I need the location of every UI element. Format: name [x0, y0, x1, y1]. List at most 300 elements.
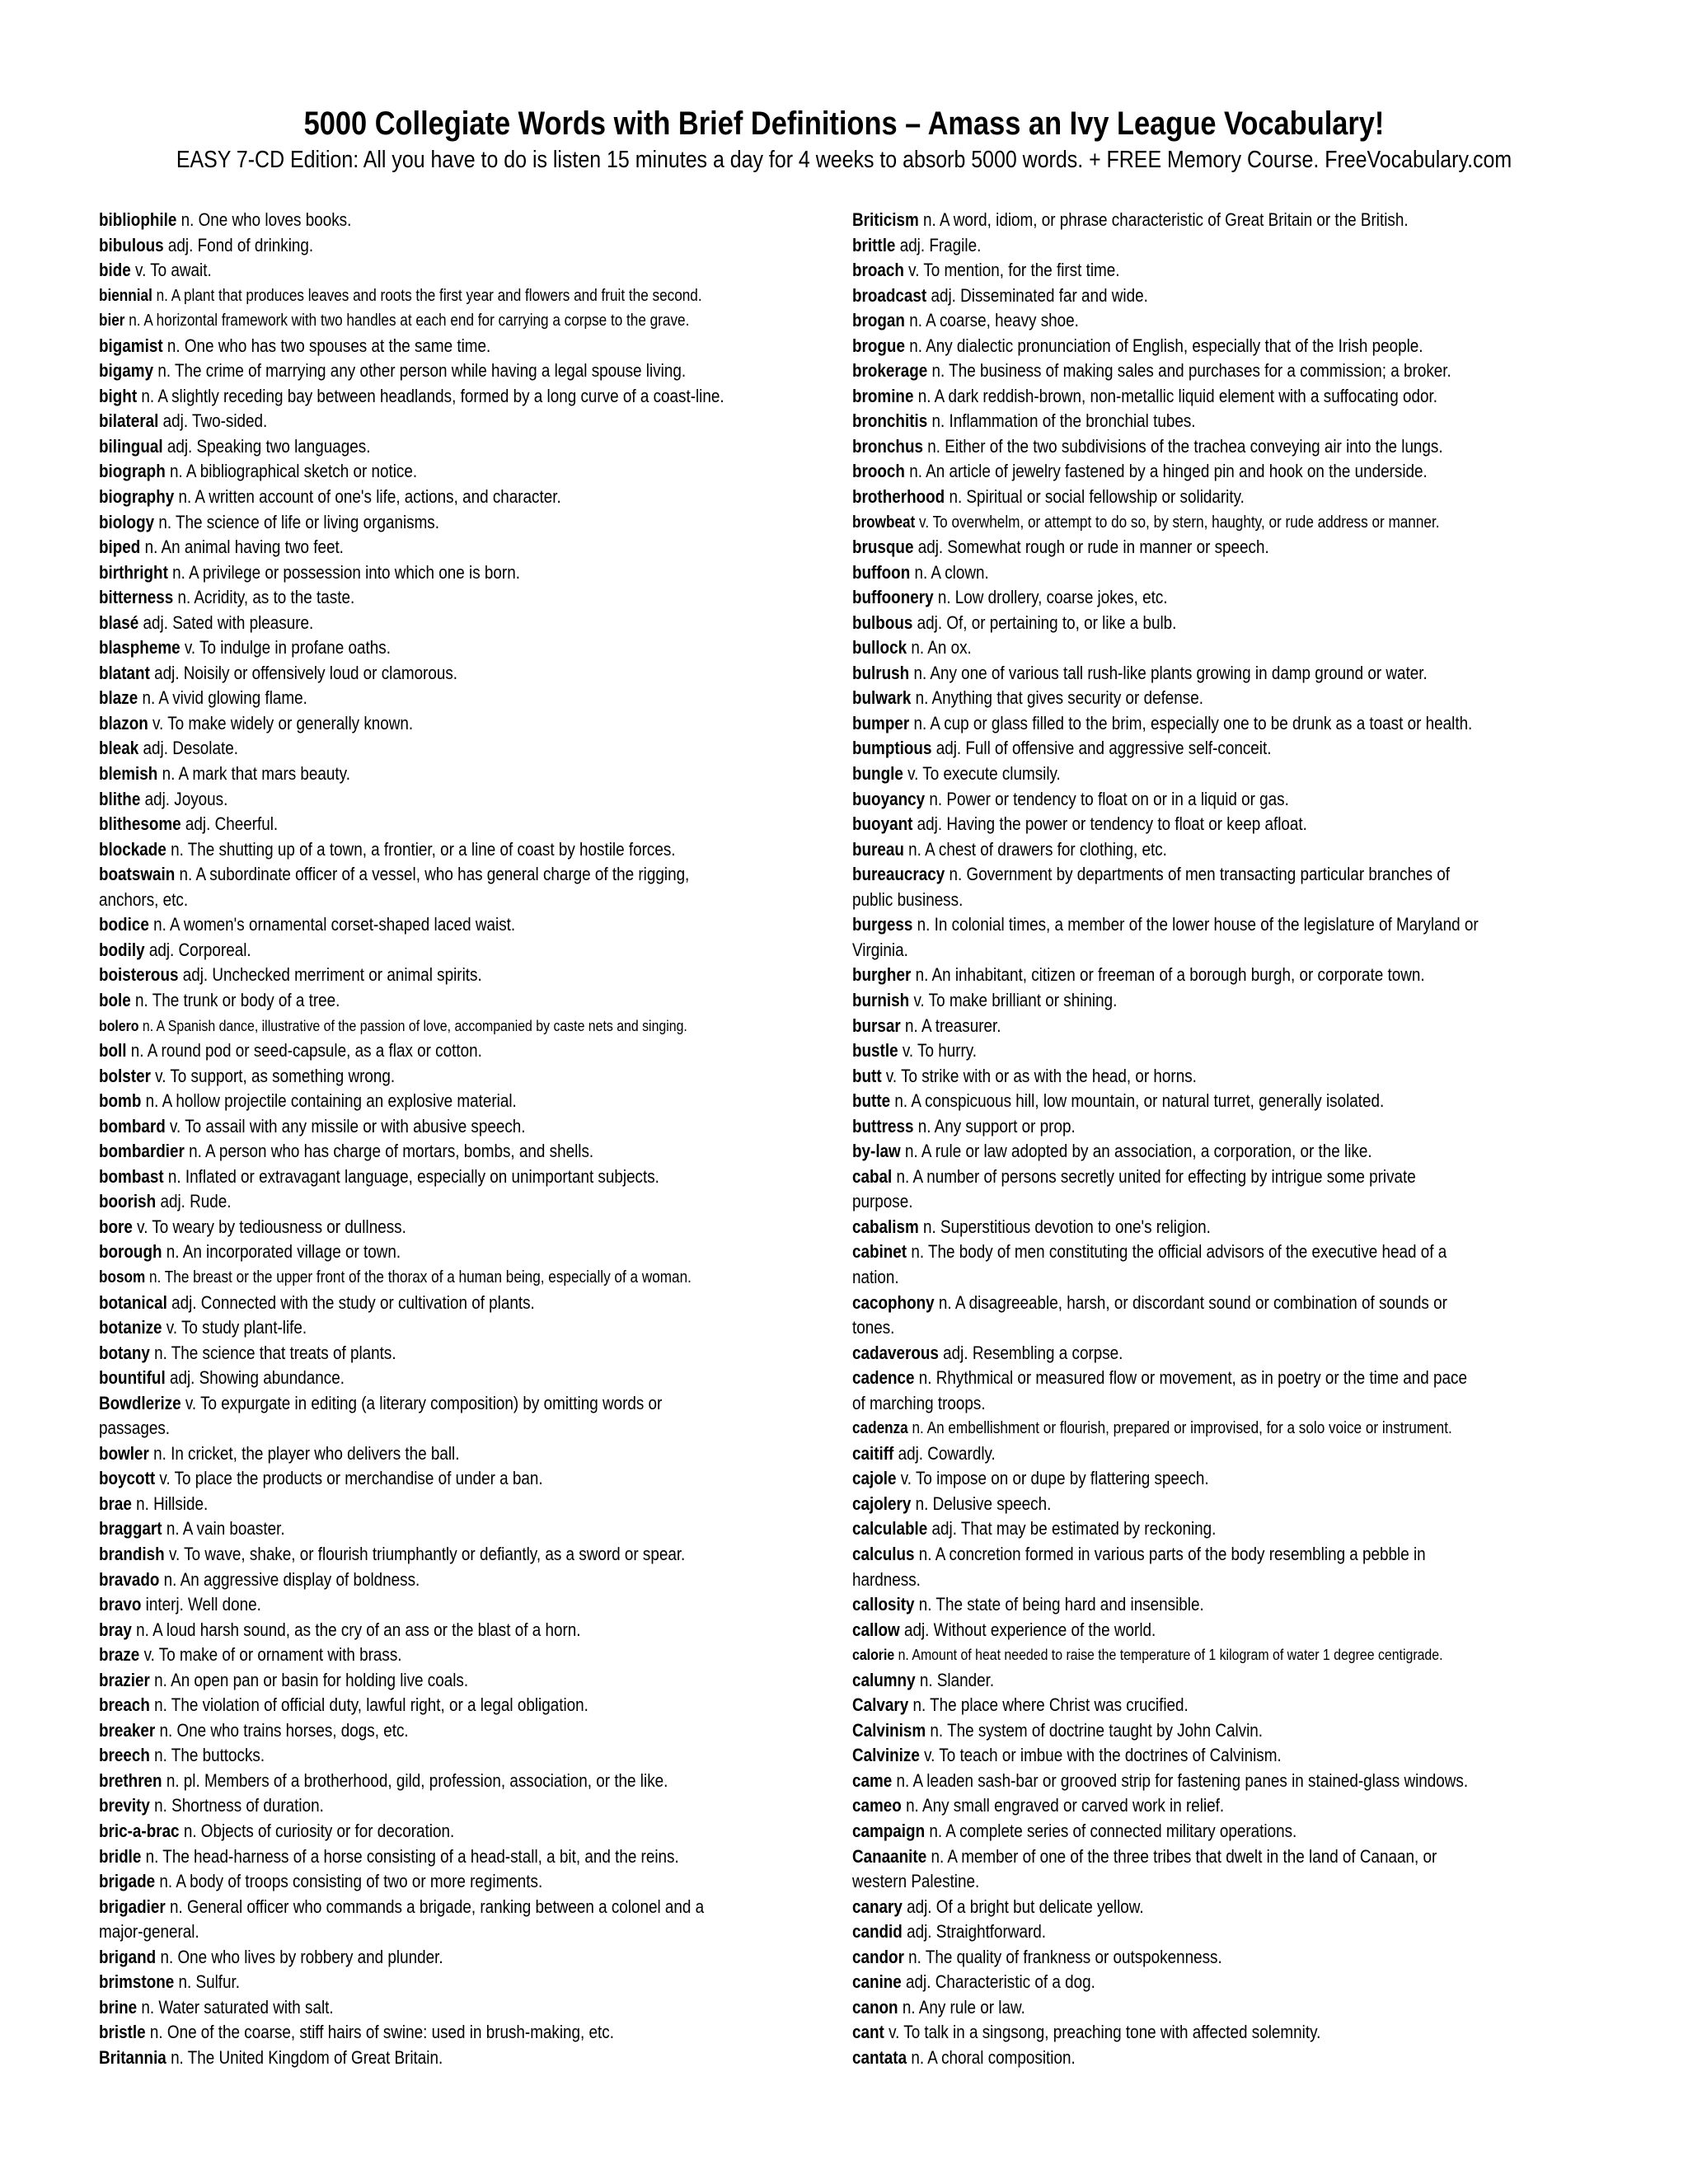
entry-definition: n. A vain boaster.	[162, 1518, 285, 1540]
entry-term: biped	[99, 537, 141, 558]
entry-definition: n. A loud harsh sound, as the cry of an ass or the blast of a horn.	[131, 1619, 581, 1640]
dictionary-entry	[852, 334, 1619, 359]
entry-term: bronchitis	[852, 410, 928, 432]
entry-definition: n. Either of the two subdivisions of the trachea conveying air into the lungs.	[923, 435, 1443, 457]
dictionary-entry	[852, 1189, 1619, 1215]
entry-definition: n. An ox.	[907, 637, 972, 658]
entry-definition: adj. Corporeal.	[144, 939, 251, 960]
dictionary-entry	[99, 2046, 865, 2071]
entry-term: bustle	[852, 1040, 898, 1062]
dictionary-entry	[852, 535, 1619, 560]
dictionary-entry	[852, 1945, 1619, 1971]
entry-definition: n. Rhythmical or measured flow or movement, as in poetry or the time and pace	[914, 1367, 1467, 1389]
dictionary-entry	[852, 1568, 1619, 1593]
entry-term: bridle	[99, 1845, 142, 1867]
entry-definition: Virginia.	[852, 939, 908, 960]
entry-term: botanize	[99, 1317, 162, 1338]
entry-definition: n. Any small engraved or carved work in relief.	[901, 1795, 1225, 1816]
entry-definition: adj. Disseminated far and wide.	[926, 284, 1148, 306]
left-column	[99, 208, 865, 2070]
entry-term: bombardier	[99, 1141, 185, 1162]
entry-definition: v. To talk in a singsong, preaching tone with affected solemnity.	[884, 2022, 1321, 2043]
entry-term: bibulous	[99, 234, 164, 255]
dictionary-entry	[852, 988, 1619, 1014]
entry-definition: adj. Of a bright but delicate yellow.	[902, 1896, 1144, 1917]
entry-definition: n. A clown.	[910, 561, 989, 583]
dictionary-entry	[852, 1869, 1619, 1895]
dictionary-entry	[852, 384, 1619, 410]
dictionary-entry	[852, 888, 1619, 913]
entry-definition: n. An incorporated village or town.	[162, 1241, 401, 1263]
entry-definition: n. Slander.	[915, 1669, 995, 1690]
dictionary-entry	[99, 812, 865, 837]
entry-definition: v. To hurry.	[898, 1040, 978, 1062]
entry-term: brigand	[99, 1946, 157, 1967]
entry-term: cadenza	[852, 1419, 908, 1438]
dictionary-entry	[99, 1718, 865, 1744]
entry-term: bravado	[99, 1568, 160, 1590]
dictionary-entry	[852, 938, 1619, 963]
dictionary-entry	[852, 1492, 1619, 1517]
entry-term: botanical	[99, 1291, 167, 1313]
entry-definition: adj. Straightforward.	[902, 1921, 1046, 1943]
entry-definition: western Palestine.	[852, 1871, 980, 1892]
entry-definition: n. The shutting up of a town, a frontier, or a line of coast by hostile forces.	[166, 838, 676, 860]
entry-definition: n. A coarse, heavy shoe.	[904, 310, 1079, 331]
entry-definition: adj. Of, or pertaining to, or like a bulb.	[912, 612, 1177, 633]
entry-definition: n. A conspicuous hill, low mountain, or natural turret, generally isolated.	[890, 1090, 1385, 1112]
dictionary-entry	[852, 736, 1619, 762]
entry-definition: n. One who loves books.	[176, 209, 352, 230]
dictionary-entry	[99, 1919, 865, 1945]
entry-term: calculus	[852, 1543, 915, 1564]
entry-definition: n. Any support or prop.	[913, 1115, 1076, 1137]
dictionary-entry	[99, 963, 865, 988]
entry-definition: n. Any dialectic pronunciation of English, especially that of the Irish people.	[904, 335, 1423, 356]
dictionary-entry	[99, 308, 865, 334]
entry-definition: n. A complete series of connected military operations.	[925, 1821, 1297, 1841]
dictionary-entry	[852, 1769, 1619, 1794]
entry-definition: n. A horizontal framework with two handles at each end for carrying a corpse to the grave.	[124, 312, 690, 330]
entry-definition: n. The place where Christ was crucified.	[908, 1694, 1189, 1716]
dictionary-entry	[99, 1568, 865, 1593]
entry-term: bromine	[852, 385, 914, 406]
entry-definition: purpose.	[852, 1191, 913, 1212]
entry-term: cabal	[852, 1165, 893, 1187]
dictionary-entry	[99, 1114, 865, 1140]
entry-term: blithe	[99, 788, 141, 809]
dictionary-entry	[99, 1014, 865, 1039]
dictionary-entry	[852, 1215, 1619, 1240]
entry-term: Bowdlerize	[99, 1392, 181, 1413]
dictionary-entry	[99, 585, 865, 611]
entry-definition: n. Any one of various tall rush-like plants growing in damp ground or water.	[909, 662, 1428, 683]
entry-term: breaker	[99, 1719, 156, 1741]
dictionary-entry	[99, 1165, 865, 1190]
entry-term: boorish	[99, 1191, 157, 1212]
entry-definition: n. The buttocks.	[149, 1745, 265, 1766]
dictionary-entry	[852, 459, 1619, 485]
dictionary-entry	[99, 1970, 865, 1995]
dictionary-entry	[99, 736, 865, 762]
dictionary-entry	[852, 1014, 1619, 1039]
entry-term: by-law	[852, 1141, 901, 1162]
dictionary-entry	[852, 1089, 1619, 1114]
entry-term: candid	[852, 1921, 903, 1943]
entry-term: cabalism	[852, 1216, 919, 1237]
entry-term: blemish	[99, 763, 158, 785]
entry-term: bullock	[852, 637, 907, 658]
entry-definition: adj. Full of offensive and aggressive self-conceit.	[931, 738, 1272, 759]
dictionary-entry	[99, 1668, 865, 1694]
dictionary-entry	[99, 837, 865, 863]
entry-term: Calvinism	[852, 1719, 926, 1741]
entry-definition: n. An inhabitant, citizen or freeman of a borough burgh, or corporate town.	[911, 964, 1425, 986]
dictionary-entry	[99, 1089, 865, 1114]
entry-term: biennial	[99, 286, 152, 305]
dictionary-entry	[852, 1240, 1619, 1265]
entry-definition: n. Superstitious devotion to one's religion.	[918, 1216, 1211, 1237]
entry-term: bole	[99, 989, 131, 1010]
dictionary-entry	[852, 1743, 1619, 1769]
entry-term: blaspheme	[99, 637, 181, 658]
dictionary-entry	[99, 1895, 865, 1920]
entry-definition: hardness.	[852, 1568, 921, 1590]
entry-term: campaign	[852, 1821, 926, 1841]
entry-definition: adj. Unchecked merriment or animal spirits.	[178, 964, 482, 986]
entry-definition: n. Low drollery, coarse jokes, etc.	[933, 587, 1168, 608]
entry-definition: v. To impose on or dupe by flattering speech.	[896, 1468, 1209, 1489]
entry-term: bigamist	[99, 335, 163, 356]
entry-definition: n. The body of men constituting the official advisors of the executive head of a	[907, 1241, 1447, 1263]
dictionary-entry	[99, 1869, 865, 1895]
entry-definition: n. The trunk or body of a tree.	[130, 989, 340, 1010]
entry-term: blatant	[99, 662, 150, 683]
dictionary-entry	[852, 1391, 1619, 1417]
entry-term: cantata	[852, 2046, 907, 2068]
entry-term: brimstone	[99, 1971, 175, 1993]
entry-definition: n. A chest of drawers for clothing, etc.	[903, 838, 1167, 860]
dictionary-entry	[99, 1315, 865, 1341]
entry-term: canary	[852, 1896, 903, 1917]
entry-term: bombast	[99, 1165, 164, 1187]
dictionary-entry	[852, 1466, 1619, 1492]
entry-term: botany	[99, 1342, 150, 1363]
dictionary-entry	[852, 1618, 1619, 1643]
dictionary-entry	[99, 1064, 865, 1090]
entry-definition: n. In colonial times, a member of the lower house of the legislature of Maryland or	[912, 914, 1479, 935]
entry-definition: n. The crime of marrying any other person while having a legal spouse living.	[153, 360, 687, 382]
entry-definition: n. A treasurer.	[900, 1015, 1001, 1036]
entry-definition: n. General officer who commands a brigade, ranking between a colonel and a	[165, 1896, 705, 1917]
dictionary-entry	[852, 1542, 1619, 1568]
dictionary-entry	[99, 711, 865, 737]
entry-term: cadence	[852, 1367, 915, 1389]
entry-term: birthright	[99, 561, 168, 583]
entry-definition: n. The business of making sales and purchases for a commission; a broker.	[927, 360, 1451, 382]
entry-term: callosity	[852, 1594, 915, 1615]
dictionary-entry	[99, 485, 865, 510]
entry-term: broach	[852, 260, 904, 281]
entry-definition: n. A dark reddish-brown, non-metallic liquid element with a suffocating odor.	[913, 385, 1437, 406]
dictionary-entry	[99, 258, 865, 284]
entry-definition: v. To indulge in profane oaths.	[180, 637, 391, 658]
entry-definition: n. A Spanish dance, illustrative of the passion of love, accompanied by caste nets and singing.	[138, 1016, 687, 1034]
entry-definition: v. To study plant-life.	[162, 1317, 307, 1338]
entry-definition: adj. Without experience of the world.	[899, 1619, 1156, 1640]
dictionary-entry	[852, 233, 1619, 259]
entry-term: bigamy	[99, 360, 154, 382]
entry-definition: v. To strike with or as with the head, or horns.	[881, 1065, 1197, 1086]
dictionary-entry	[99, 862, 865, 888]
dictionary-entry	[852, 485, 1619, 510]
entry-term: callow	[852, 1619, 900, 1640]
entry-definition: v. To make brilliant or shining.	[909, 989, 1118, 1010]
entry-definition: of marching troops.	[852, 1392, 986, 1413]
dictionary-entry	[99, 1492, 865, 1517]
dictionary-entry	[852, 963, 1619, 988]
dictionary-entry	[852, 284, 1619, 309]
entry-term: bilateral	[99, 410, 159, 432]
entry-definition: adj. That may be estimated by reckoning.	[927, 1518, 1217, 1540]
dictionary-entry	[99, 409, 865, 434]
entry-term: bulrush	[852, 662, 910, 683]
entry-definition: n. An embellishment or flourish, prepared or improvised, for a solo voice or instrument.	[907, 1419, 1452, 1438]
dictionary-entry	[852, 711, 1619, 737]
entry-term: cadaverous	[852, 1342, 939, 1363]
dictionary-entry	[852, 308, 1619, 334]
dictionary-entry	[99, 1793, 865, 1819]
entry-definition: n. A rule or law adopted by an association, a corporation, or the like.	[900, 1141, 1372, 1162]
dictionary-entry	[852, 1114, 1619, 1140]
entry-term: calumny	[852, 1669, 916, 1690]
entry-term: biography	[99, 486, 175, 508]
entry-definition: public business.	[852, 888, 964, 910]
dictionary-entry	[99, 1643, 865, 1668]
dictionary-entry	[852, 434, 1619, 460]
dictionary-entry	[852, 510, 1619, 536]
entry-term: buffoonery	[852, 587, 934, 608]
entry-term: biograph	[99, 461, 166, 482]
entry-definition: n. One who trains horses, dogs, etc.	[155, 1719, 409, 1741]
entry-definition: n. The United Kingdom of Great Britain.	[166, 2046, 443, 2068]
entry-definition: n. Objects of curiosity or for decoration.	[179, 1821, 455, 1841]
dictionary-entry	[99, 1416, 865, 1441]
entry-definition: n. An open pan or basin for holding live coals.	[149, 1669, 469, 1690]
entry-definition: n. One who has two spouses at the same time.	[162, 335, 491, 356]
page-title: 5000 Collegiate Words with Brief Definitions – Amass an Ivy League Vocabulary!	[303, 105, 1385, 142]
entry-definition: n. A concretion formed in various parts of the body resembling a pebble in	[914, 1543, 1426, 1564]
entry-term: bountiful	[99, 1367, 166, 1389]
entry-definition: adj. Showing abundance.	[165, 1367, 345, 1389]
dictionary-entry	[99, 535, 865, 560]
dictionary-entry	[852, 912, 1619, 938]
entry-term: brigadier	[99, 1896, 166, 1917]
entry-definition: adj. Characteristic of a dog.	[901, 1971, 1095, 1993]
dictionary-entry	[852, 2046, 1619, 2071]
entry-definition: n. A disagreeable, harsh, or discordant sound or combination of sounds or	[934, 1291, 1447, 1313]
entry-definition: n. A number of persons secretly united for effecting by intrigue some private	[892, 1165, 1416, 1187]
entry-term: brokerage	[852, 360, 928, 382]
entry-definition: n. One of the coarse, stiff hairs of swine: used in brush-making, etc.	[145, 2022, 614, 2043]
entry-definition: n. A written account of one's life, actions, and character.	[174, 486, 561, 508]
entry-term: came	[852, 1769, 893, 1791]
entry-term: bristle	[99, 2022, 146, 2043]
entry-definition: n. A hollow projectile containing an explosive material.	[141, 1090, 517, 1112]
entry-definition: n. An animal having two feet.	[140, 537, 344, 558]
entry-term: blaze	[99, 687, 138, 709]
entry-term: brusque	[852, 537, 914, 558]
dictionary-entry	[852, 1516, 1619, 1542]
entry-term: brigade	[99, 1871, 156, 1892]
entry-term: brotherhood	[852, 486, 945, 508]
entry-definition: n. A bibliographical sketch or notice.	[165, 461, 418, 482]
entry-term: buoyant	[852, 813, 913, 835]
dictionary-entry	[99, 912, 865, 938]
dictionary-entry	[99, 1592, 865, 1618]
entry-definition: n. Anything that gives security or defense.	[911, 687, 1203, 709]
dictionary-entry	[99, 661, 865, 687]
dictionary-entry	[99, 1466, 865, 1492]
entry-term: braggart	[99, 1518, 162, 1540]
entry-term: bureau	[852, 838, 904, 860]
dictionary-entry	[852, 1919, 1619, 1945]
entry-term: bumptious	[852, 738, 932, 759]
entry-definition: adj. Cheerful.	[181, 813, 279, 835]
entry-term: brae	[99, 1493, 132, 1514]
dictionary-entry	[99, 1769, 865, 1794]
entry-definition: adj. Fragile.	[895, 234, 982, 255]
entry-term: brogue	[852, 335, 905, 356]
entry-definition: adj. Connected with the study or cultivation of plants.	[166, 1291, 535, 1313]
entry-term: boycott	[99, 1468, 156, 1489]
entry-definition: n. The head-harness of a horse consisting of a head-stall, a bit, and the reins.	[141, 1845, 679, 1867]
dictionary-entry	[852, 409, 1619, 434]
dictionary-entry	[99, 284, 865, 309]
entry-definition: n. Inflated or extravagant language, especially on unimportant subjects.	[163, 1165, 659, 1187]
dictionary-entry	[99, 1995, 865, 2021]
entry-term: bureaucracy	[852, 864, 945, 885]
dictionary-entry	[99, 560, 865, 586]
dictionary-entry	[99, 1215, 865, 1240]
entry-definition: n. A leaden sash-bar or grooved strip for fastening panes in stained-glass windows.	[892, 1769, 1469, 1791]
dictionary-entry	[852, 635, 1619, 661]
entry-definition: n. Shortness of duration.	[149, 1795, 324, 1816]
entry-definition: adj. Two-sided.	[158, 410, 268, 432]
dictionary-entry	[99, 334, 865, 359]
dictionary-entry	[852, 1668, 1619, 1694]
entry-definition: n. Delusive speech.	[911, 1493, 1052, 1514]
entry-definition: n. A plant that produces leaves and roots the first year and flowers and fruit the second.	[152, 286, 702, 305]
entry-definition: v. To await.	[130, 260, 212, 281]
dictionary-entry	[99, 787, 865, 813]
entry-definition: passages.	[99, 1418, 171, 1439]
entry-definition: n. A mark that mars beauty.	[157, 763, 350, 785]
dictionary-entry	[852, 1038, 1619, 1064]
entry-definition: n. A privilege or possession into which one is born.	[167, 561, 520, 583]
entry-term: bide	[99, 260, 131, 281]
entry-definition: major-general.	[99, 1921, 199, 1943]
entry-term: bight	[99, 385, 138, 406]
dictionary-entry	[99, 988, 865, 1014]
entry-definition: v. To teach or imbue with the doctrines of Calvinism.	[919, 1745, 1282, 1766]
entry-term: brittle	[852, 234, 896, 255]
entry-definition: adj. Noisily or offensively loud or clamorous.	[149, 662, 458, 683]
entry-term: boll	[99, 1040, 127, 1062]
entry-definition: n. A word, idiom, or phrase characteristic of Great Britain or the British.	[918, 209, 1409, 230]
entry-term: bronchus	[852, 435, 924, 457]
entry-term: brandish	[99, 1543, 165, 1564]
entry-term: burnish	[852, 989, 910, 1010]
entry-term: cameo	[852, 1795, 902, 1816]
entry-term: bier	[99, 312, 125, 330]
dictionary-entry	[99, 1618, 865, 1643]
entry-definition: n. A women's ornamental corset-shaped laced waist.	[148, 914, 516, 935]
dictionary-entry	[99, 1291, 865, 1316]
entry-definition: n. A subordinate officer of a vessel, who has general charge of the rigging,	[175, 864, 690, 885]
dictionary-entry	[99, 762, 865, 787]
entry-term: bolster	[99, 1065, 151, 1086]
entry-definition: n. Inflammation of the bronchial tubes.	[927, 410, 1196, 432]
entry-term: boatswain	[99, 864, 176, 885]
dictionary-entry	[852, 1995, 1619, 2021]
entry-term: canine	[852, 1971, 902, 1993]
entry-term: blasé	[99, 612, 139, 633]
dictionary-entry	[852, 258, 1619, 284]
entry-term: bitterness	[99, 587, 174, 608]
entry-definition: n. Spiritual or social fellowship or solidarity.	[945, 486, 1245, 508]
entry-definition: v. To wave, shake, or flourish triumphantly or defiantly, as a sword or spear.	[164, 1543, 686, 1564]
dictionary-entry	[99, 938, 865, 963]
entry-term: bomb	[99, 1090, 142, 1112]
entry-term: candor	[852, 1946, 904, 1967]
dictionary-entry	[852, 1895, 1619, 1920]
entry-term: bombard	[99, 1115, 166, 1137]
entry-definition: n. Sulfur.	[174, 1971, 241, 1993]
entry-definition: adj. Rude.	[156, 1191, 232, 1212]
entry-definition: anchors, etc.	[99, 888, 189, 910]
dictionary-entry	[99, 233, 865, 259]
entry-definition: n. Government by departments of men transacting particular branches of	[945, 864, 1451, 885]
entry-term: brethren	[99, 1769, 162, 1791]
dictionary-entry	[852, 1265, 1619, 1291]
dictionary-entry	[99, 384, 865, 410]
entry-term: brooch	[852, 461, 905, 482]
dictionary-entry	[852, 1844, 1619, 1870]
entry-term: brazier	[99, 1669, 150, 1690]
entry-term: burgess	[852, 914, 913, 935]
dictionary-entry	[99, 1542, 865, 1568]
dictionary-entry	[852, 1165, 1619, 1190]
entry-term: bolero	[99, 1016, 139, 1034]
entry-definition: n. pl. Members of a brotherhood, gild, profession, association, or the like.	[162, 1769, 668, 1791]
dictionary-entry	[852, 812, 1619, 837]
dictionary-entry	[852, 661, 1619, 687]
dictionary-entry	[852, 560, 1619, 586]
entry-definition: adj. Sated with pleasure.	[138, 612, 314, 633]
dictionary-entry	[852, 1643, 1619, 1668]
dictionary-entry	[99, 1189, 865, 1215]
entry-definition: n. A cup or glass filled to the brim, especially one to be drunk as a toast or health.	[909, 712, 1473, 733]
entry-definition: v. To make of or ornament with brass.	[139, 1644, 402, 1666]
dictionary-entry	[99, 359, 865, 384]
entry-definition: adj. Having the power or tendency to float or keep afloat.	[912, 813, 1307, 835]
entry-definition: n. A slightly receding bay between headlands, formed by a long curve of a coast-line.	[137, 385, 724, 406]
dictionary-entry	[99, 1265, 865, 1291]
dictionary-entry	[852, 1441, 1619, 1467]
entry-term: calorie	[852, 1646, 895, 1664]
dictionary-entry	[852, 208, 1619, 233]
